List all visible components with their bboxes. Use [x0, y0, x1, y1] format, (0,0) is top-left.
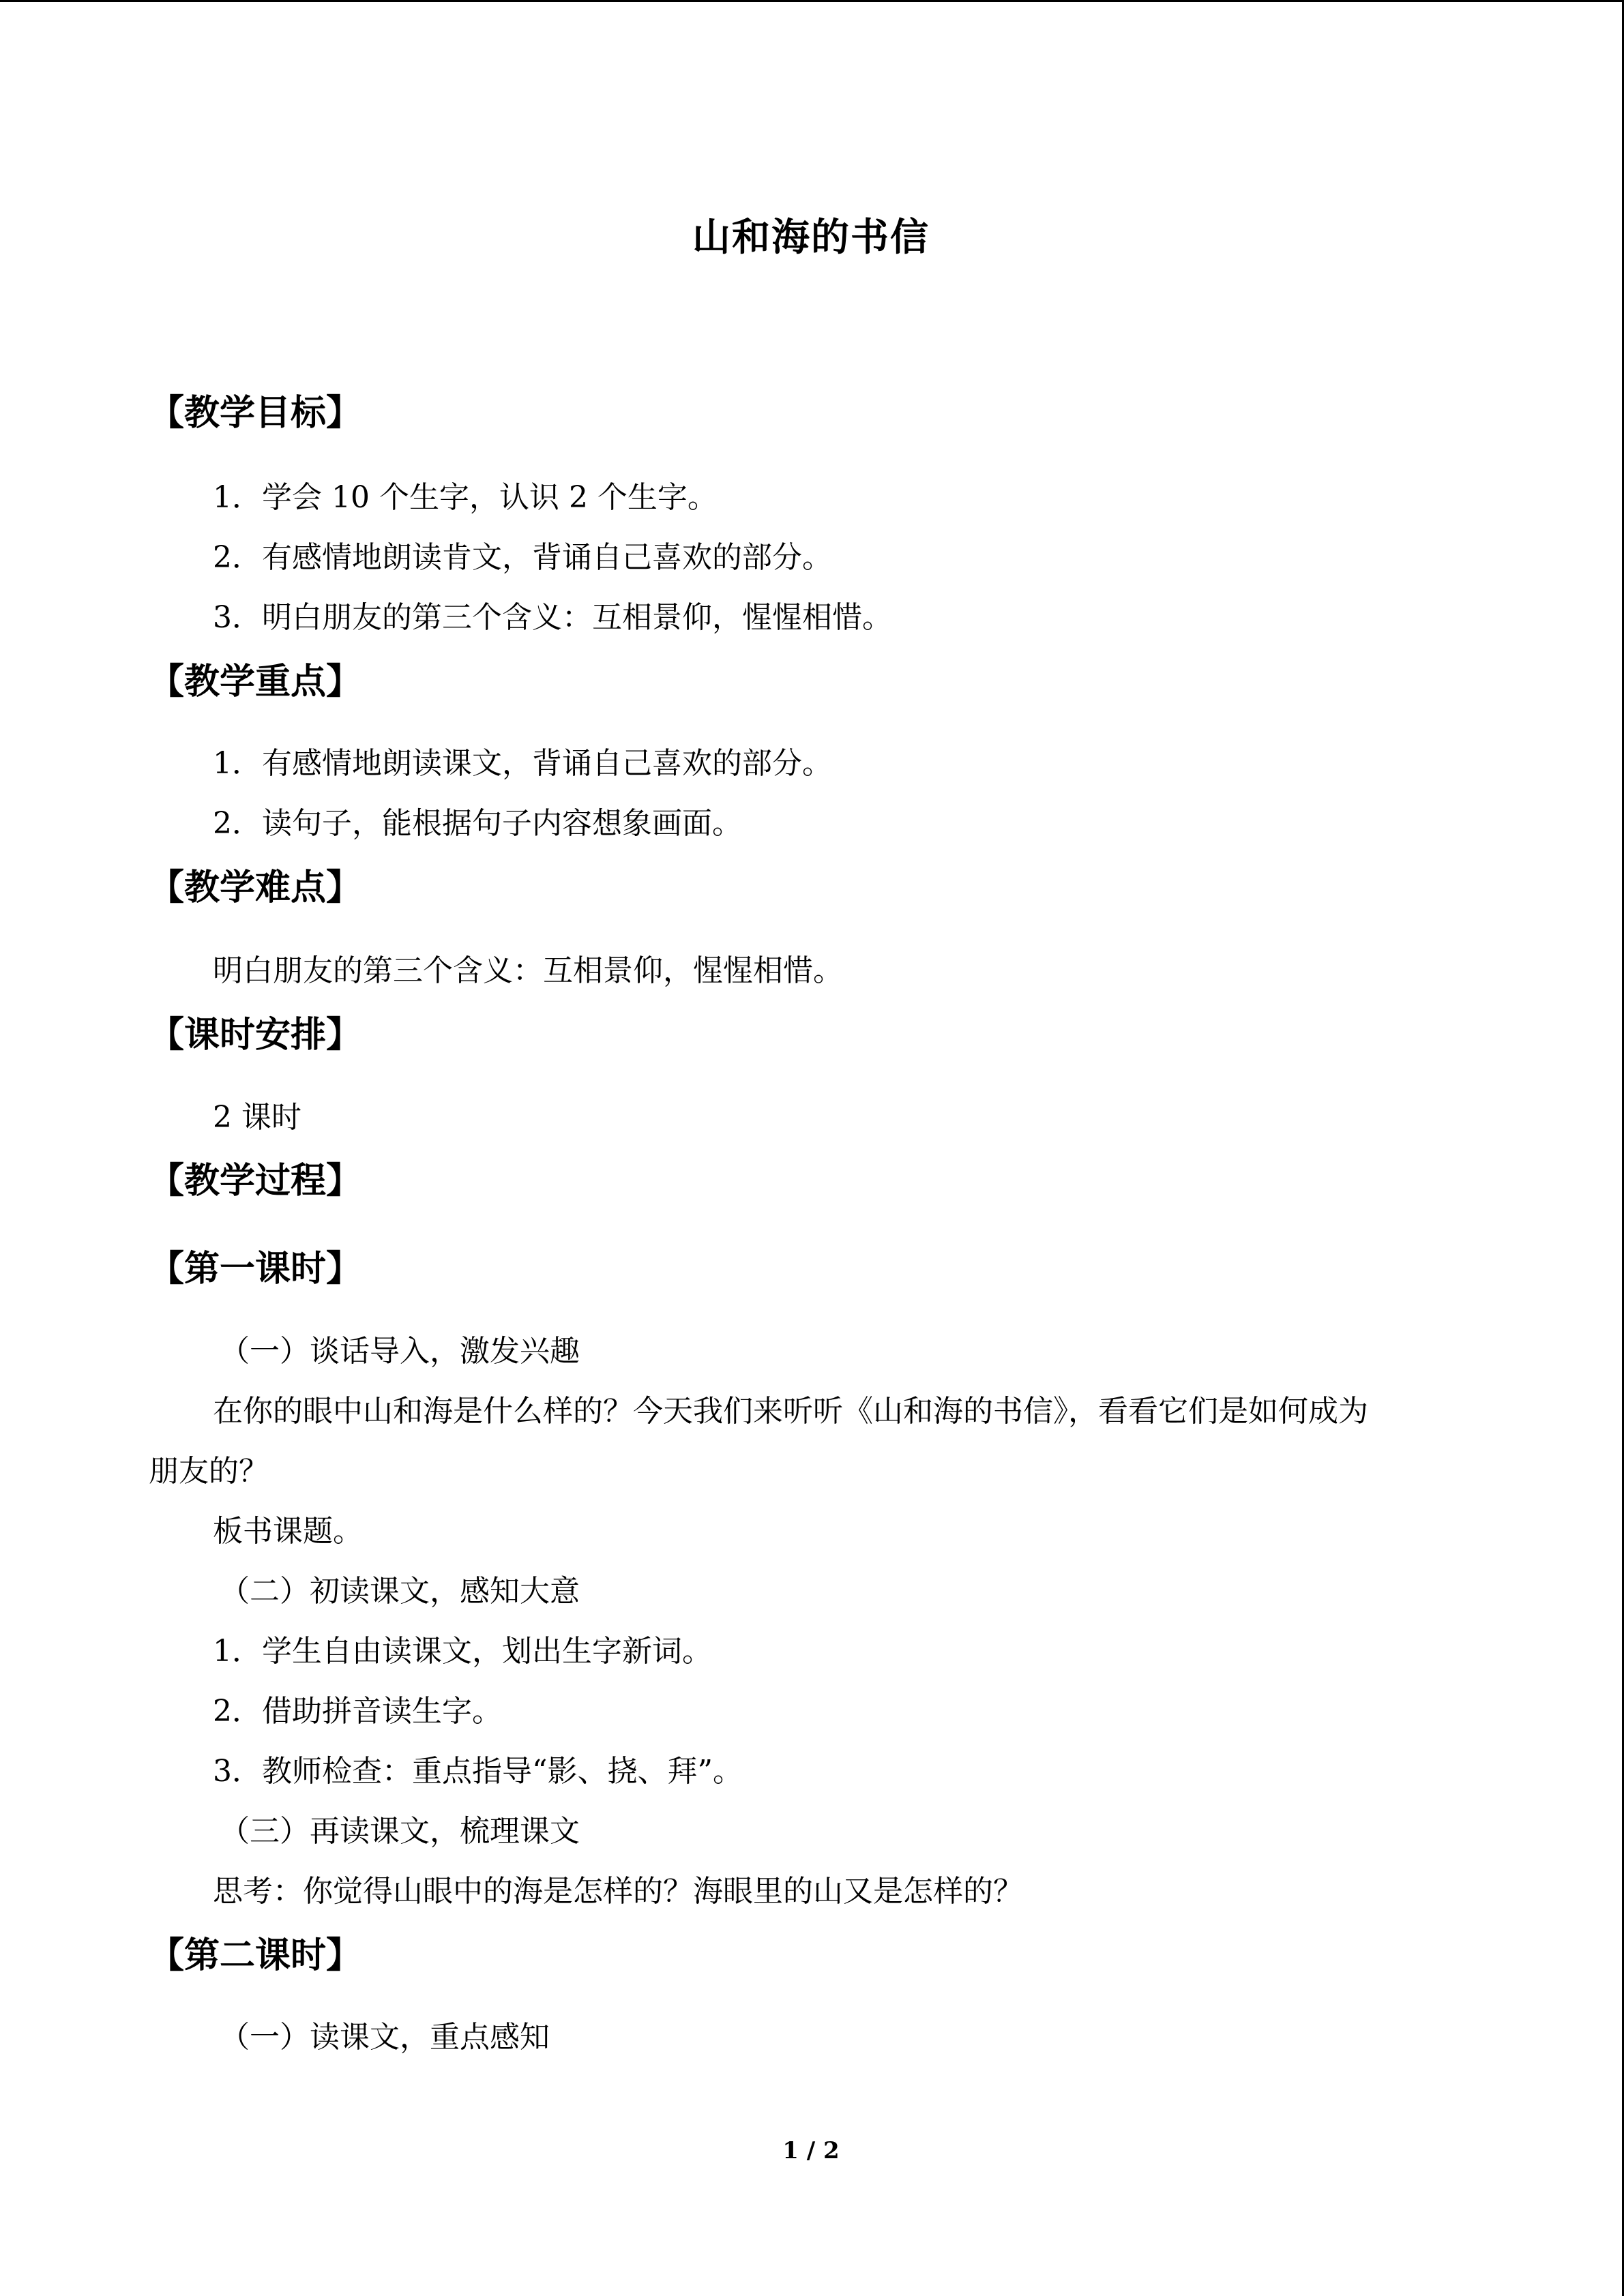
lesson1-step2-title: （二）初读课文，感知大意	[220, 1574, 580, 1609]
section-heading-schedule: 【课时安排】	[149, 1014, 362, 1056]
section-heading-lesson-1: 【第一课时】	[149, 1248, 362, 1289]
lesson1-step1-text-line1: 在你的眼中山和海是什么样的？今天我们来听听《山和海的书信》，看看它们是如何成为	[213, 1394, 1368, 1429]
lesson1-step2-item-2: 2．借助拼音读生字。	[213, 1694, 502, 1729]
objective-item-1: 1．学会 10 个生字，认识 2 个生字。	[213, 480, 718, 515]
objective-item-3: 3．明白朋友的第三个含义：互相景仰，惺惺相惜。	[213, 600, 892, 635]
schedule-text: 2 课时	[213, 1100, 301, 1135]
section-heading-key-points: 【教学重点】	[149, 661, 362, 702]
objective-item-2: 2．有感情地朗读肯文，背诵自己喜欢的部分。	[213, 540, 832, 575]
key-point-item-1: 1．有感情地朗读课文，背诵自己喜欢的部分。	[213, 746, 832, 781]
lesson1-step2-item-1: 1．学生自由读课文，划出生字新词。	[213, 1634, 712, 1669]
page-number: 1 / 2	[782, 2137, 840, 2164]
section-heading-process: 【教学过程】	[149, 1160, 362, 1202]
section-heading-objectives: 【教学目标】	[149, 392, 362, 434]
difficulty-text: 明白朋友的第三个含义：互相景仰，惺惺相惜。	[213, 953, 843, 988]
section-heading-difficulties: 【教学难点】	[149, 867, 362, 908]
section-heading-lesson-2: 【第二课时】	[149, 1935, 362, 1976]
lesson1-step1-title: （一）谈话导入，激发兴趣	[220, 1334, 580, 1369]
page-title: 山和海的书信	[692, 215, 930, 260]
lesson1-step3-text: 思考：你觉得山眼中的海是怎样的？海眼里的山又是怎样的？	[213, 1874, 1023, 1909]
lesson1-step2-item-3: 3．教师检查：重点指导“影、挠、拜”。	[213, 1754, 743, 1789]
lesson1-step3-title: （三）再读课文，梳理课文	[220, 1814, 580, 1849]
lesson1-step1-text-line2: 朋友的？	[149, 1454, 269, 1489]
lesson2-step1-title: （一）读课文，重点感知	[220, 2020, 550, 2055]
key-point-item-2: 2．读句子，能根据句子内容想象画面。	[213, 806, 742, 841]
lesson1-step1-board: 板书课题。	[213, 1514, 363, 1549]
